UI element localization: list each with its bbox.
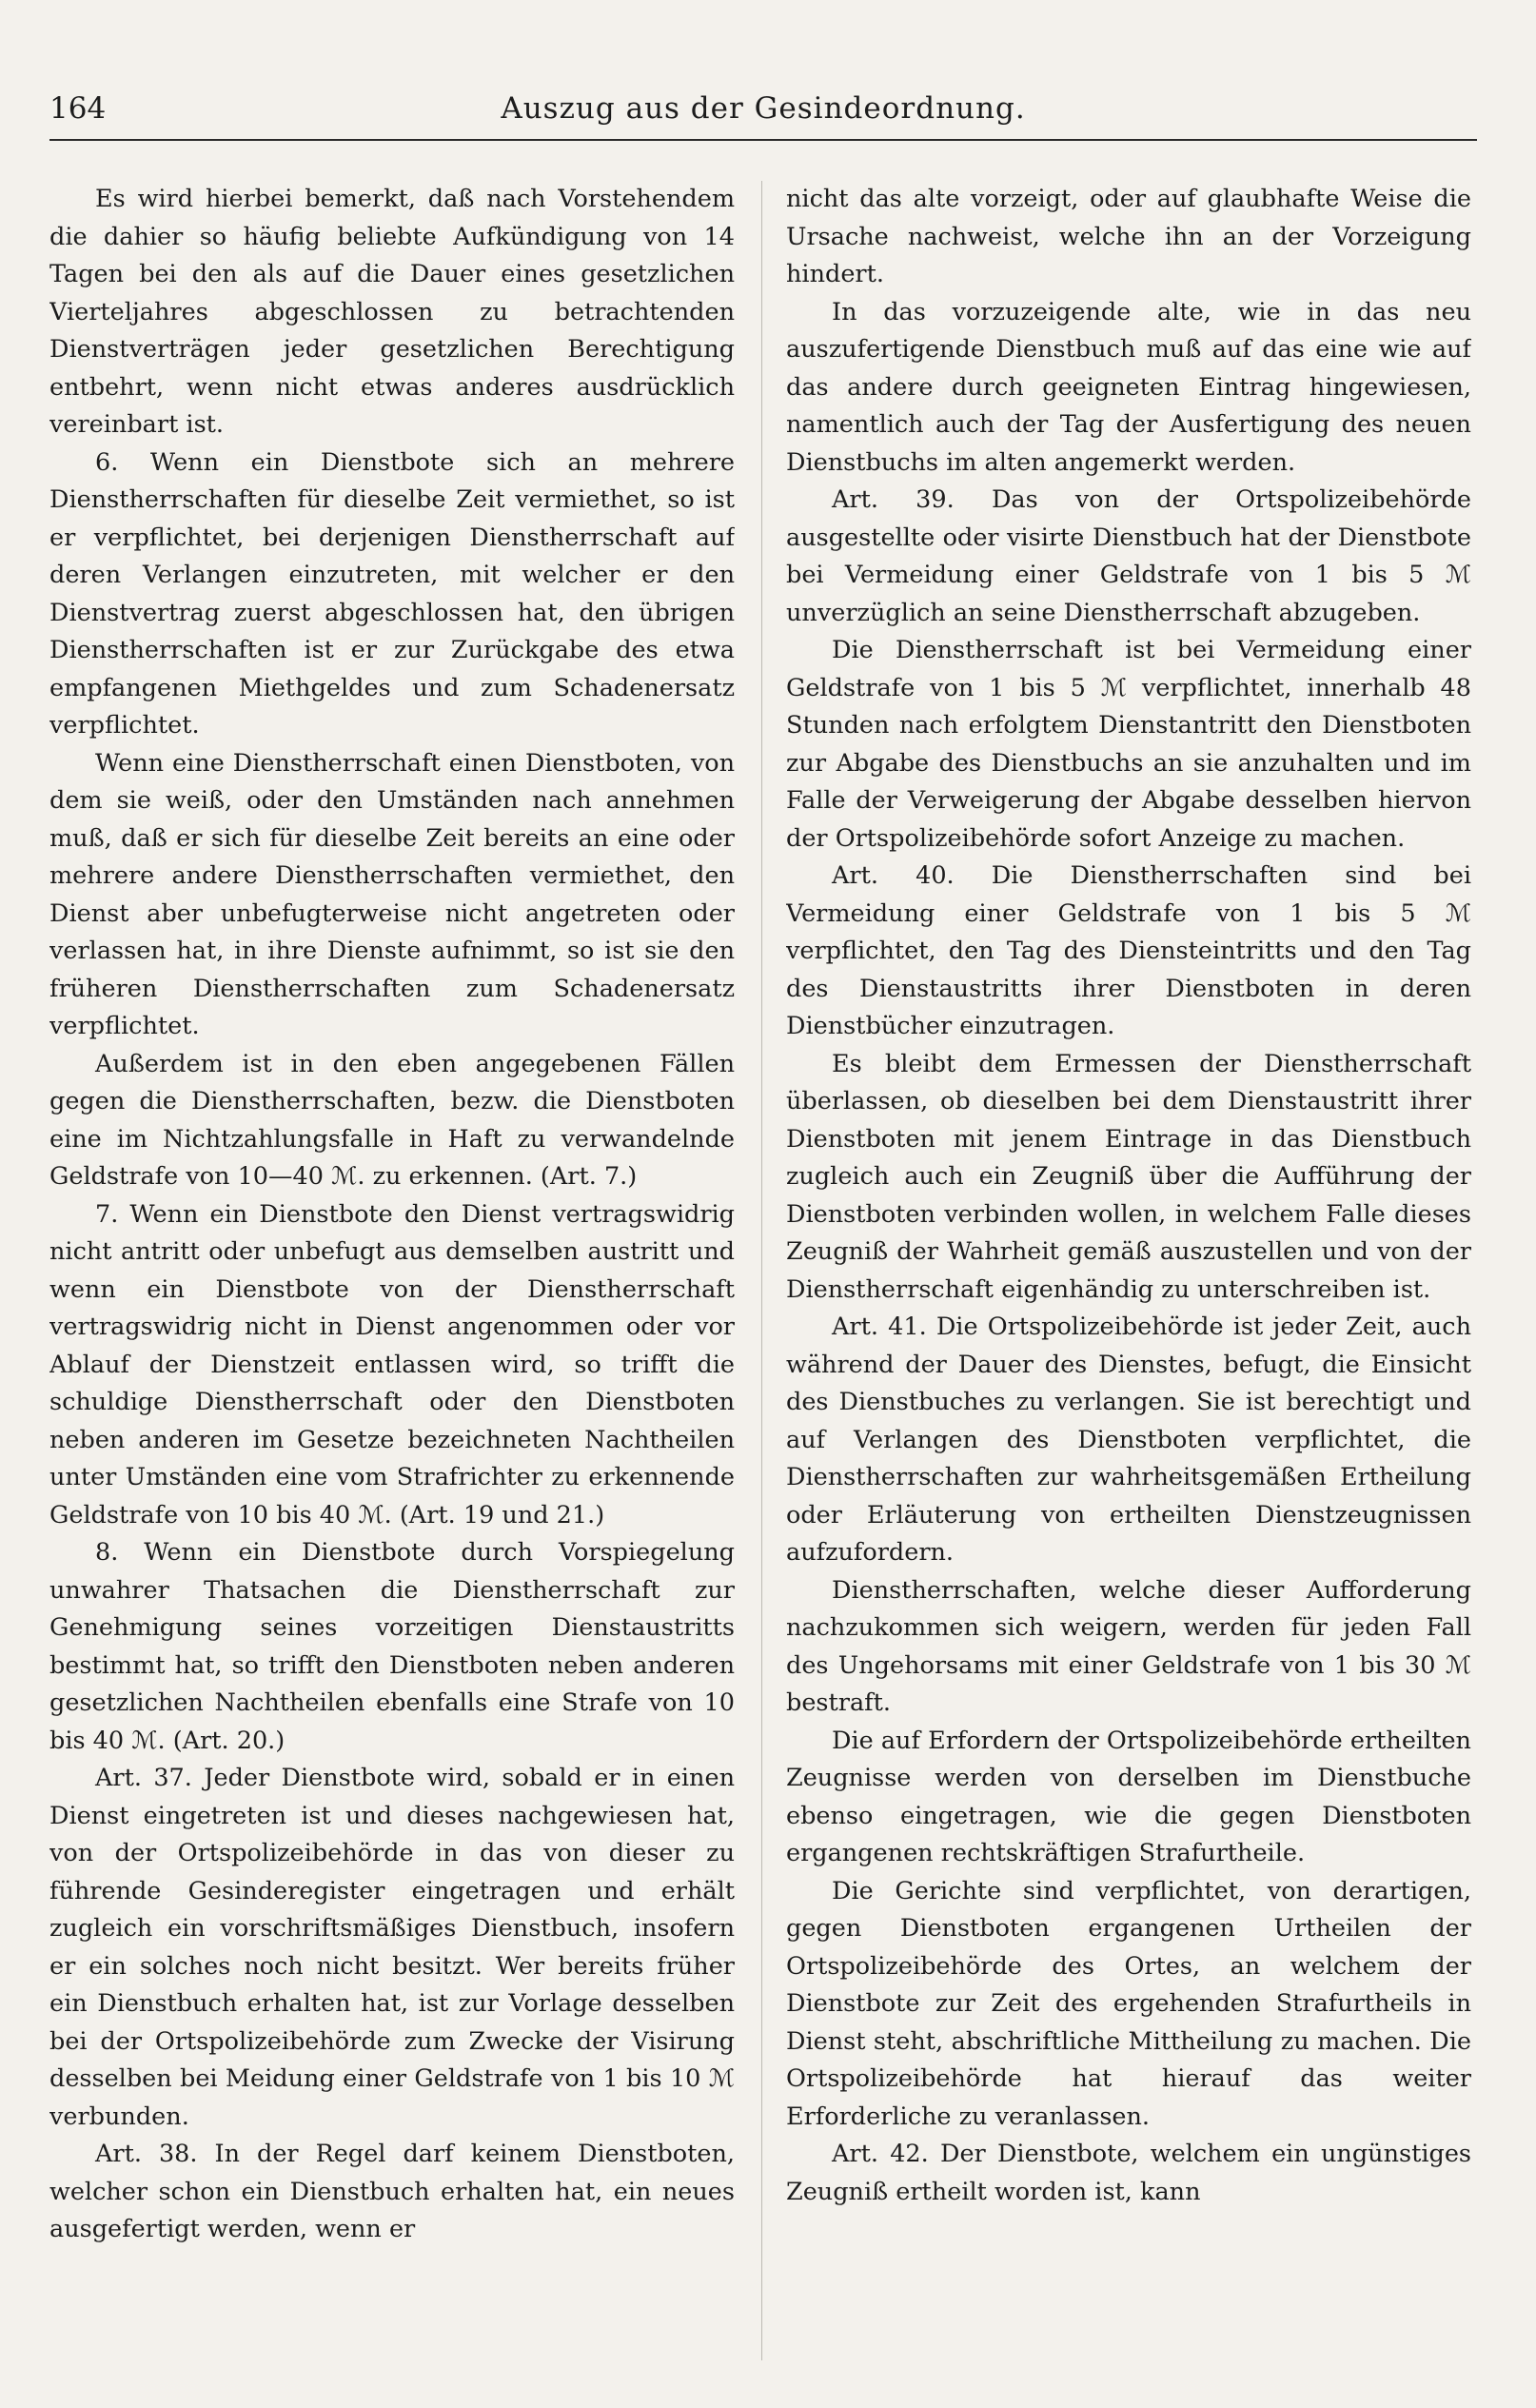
left-column bbox=[49, 181, 735, 2360]
paragraph: In das vorzuzeigende alte, wie in das neu auszufertigende Dienstbuch muß auf das eine wie auf das andere durch geeigneten Eintrag hingewiesen, namentlich auch der Tag der Ausfertigung des neuen Dienstbuchs im alten angemerkt werden. bbox=[786, 297, 1471, 477]
paragraph: Dienstherrschaften, welche dieser Aufforderung nachzukommen sich weigern, werden für jeden Fall des Ungehorsams mit einer Geldstrafe von 1 bis 30 ℳ bestraft. bbox=[786, 1575, 1471, 1717]
page-header bbox=[49, 91, 1477, 139]
paragraph: 6. Wenn ein Dienstbote sich an mehrere Dienstherrschaften für dieselbe Zeit vermiethet, so ist er verpflichtet, bei derjenigen Dienstherrschaft auf deren Verlangen einzutreten, mit welcher er den Dienstvertrag zuerst abgeschlossen hat, den übrigen Dienstherrschaften ist er zur Zurückgabe des etwa empfangenen Miethgeldes und zum Schadenersatz verpflichtet. bbox=[49, 447, 735, 740]
paragraph: Die Dienstherrschaft ist bei Vermeidung einer Geldstrafe von 1 bis 5 ℳ verpflichtet, innerhalb 48 Stunden nach erfolgtem Dienstantritt den Dienstboten zur Abgabe des Dienstbuchs an sie anzuhalten und im Falle der Verweigerung der Abgabe desselben hiervon der Ortspolizeibehörde sofort Anzeige zu machen. bbox=[786, 636, 1471, 853]
paragraph: 7. Wenn ein Dienstbote den Dienst vertragswidrig nicht antritt oder unbefugt aus demselben austritt und wenn ein Dienstbote von der Dienstherrschaft vertragswidrig nicht in Dienst angenommen oder vor Ablauf der Dienstzeit entlassen wird, so trifft die schuldige Dienstherrschaft oder den Dienstboten neben anderen im Gesetze bezeichneten Nachtheilen unter Umständen eine vom Strafrichter zu erkennende Geldstrafe von 10 bis 40 ℳ. (Art. 19 und 21.) bbox=[49, 1199, 735, 1530]
right-column bbox=[786, 181, 1471, 2360]
paragraph: Die Gerichte sind verpflichtet, von derartigen, gegen Dienstboten ergangenen Urtheilen der Ortspolizeibehörde des Ortes, an welchem der Dienstbote zur Zeit des ergehenden Strafurtheils in Dienst steht, abschriftliche Mittheilung zu machen. Die Ortspolizeibehörde hat hierauf das weiter Erforderliche zu veranlassen. bbox=[786, 1876, 1471, 2131]
header-rule bbox=[49, 139, 1477, 141]
paragraph: Es wird hierbei bemerkt, daß nach Vorstehendem die dahier so häufig beliebte Aufkündigung von 14 Tagen bei den als auf die Dauer eines gesetzlichen Vierteljahres abgeschlossen zu betrachtenden Dienstverträgen jeder gesetzlichen Berechtigung entbehrt, wenn nicht etwas anderes ausdrücklich vereinbart ist. bbox=[49, 185, 735, 439]
paragraph: Art. 37. Jeder Dienstbote wird, sobald er in einen Dienst eingetreten ist und dieses nachgewiesen hat, von der Ortspolizeibehörde in das von dieser zu führende Gesinderegister eingetragen und erhält zugleich ein vorschriftsmäßiges Dienstbuch, insofern er ein solches noch nicht besitzt. Wer bereits früher ein Dienstbuch erhalten hat, ist zur Vorlage desselben bei der Ortspolizeibehörde zum Zwecke der Visirung desselben bei Meidung einer Geldstrafe von 1 bis 10 ℳ verbunden. bbox=[49, 1764, 735, 2131]
paragraph: Die auf Erfordern der Ortspolizeibehörde ertheilten Zeugnisse werden von derselben im Dienstbuche ebenso eingetragen, wie die gegen Dienstboten ergangenen rechtskräftigen Strafurtheile. bbox=[786, 1726, 1471, 1867]
page-number: 164 bbox=[49, 91, 107, 126]
paragraph: Art. 40. Die Dienstherrschaften sind bei Vermeidung einer Geldstrafe von 1 bis 5 ℳ verpflichtet, den Tag des Diensteintritts und den Tag des Dienstaustritts ihrer Dienstboten in deren Dienstbücher einzutragen. bbox=[786, 861, 1471, 1040]
paragraph: Art. 42. Der Dienstbote, welchem ein ungünstiges Zeugniß ertheilt worden ist, kann bbox=[786, 2140, 1471, 2206]
paragraph: nicht das alte vorzeigt, oder auf glaubhafte Weise die Ursache nachweist, welche ihn an der Vorzeigung hindert. bbox=[786, 185, 1471, 288]
paragraph: Wenn eine Dienstherrschaft einen Dienstboten, von dem sie weiß, oder den Umständen nach annehmen muß, daß er sich für dieselbe Zeit bereits an eine oder mehrere andere Dienstherrschaften vermiethet, den Dienst aber unbefugterweise nicht angetreten oder verlassen hat, in ihre Dienste aufnimmt, so ist sie den früheren Dienstherrschaften zum Schadenersatz verpflichtet. bbox=[49, 748, 735, 1040]
paragraph: Art. 41. Die Ortspolizeibehörde ist jeder Zeit, auch während der Dauer des Dienstes, befugt, die Einsicht des Dienstbuches zu verlangen. Sie ist berechtigt und auf Verlangen des Dienstboten verpflichtet, die Dienstherrschaften zur wahrheitsgemäßen Ertheilung oder Erläuterung von ertheilten Dienstzeugnissen aufzufordern. bbox=[786, 1313, 1471, 1567]
paragraph: Außerdem ist in den eben angegebenen Fällen gegen die Dienstherrschaften, bezw. die Dienstboten eine im Nichtzahlungsfalle in Haft zu verwandelnde Geldstrafe von 10—40 ℳ. zu erkennen. (Art. 7.) bbox=[49, 1049, 735, 1191]
column-divider bbox=[761, 181, 762, 2360]
paragraph: 8. Wenn ein Dienstbote durch Vorspiegelung unwahrer Thatsachen die Dienstherrschaft zur Genehmigung seines vorzeitigen Dienstaustritts bestimmt hat, so trifft den Dienstboten neben anderen gesetzlichen Nachtheilen ebenfalls eine Strafe von 10 bis 40 ℳ. (Art. 20.) bbox=[49, 1538, 735, 1755]
running-title: Auszug aus der Gesindeordnung. bbox=[501, 91, 1026, 126]
paragraph: Es bleibt dem Ermessen der Dienstherrschaft überlassen, ob dieselben bei dem Dienstaustritt ihrer Dienstboten mit jenem Eintrage in das Dienstbuch zugleich auch ein Zeugniß über die Aufführung der Dienstboten verbinden wollen, in welchem Falle dieses Zeugniß der Wahrheit gemäß auszustellen und von der Dienstherrschaft eigenhändig zu unterschreiben ist. bbox=[786, 1049, 1471, 1304]
paragraph: Art. 39. Das von der Ortspolizeibehörde ausgestellte oder visirte Dienstbuch hat der Dienstbote bei Vermeidung einer Geldstrafe von 1 bis 5 ℳ unverzüglich an seine Dienstherrschaft abzugeben. bbox=[786, 485, 1471, 627]
paragraph: Art. 38. In der Regel darf keinem Dienstboten, welcher schon ein Dienstbuch erhalten hat, ein neues ausgefertigt werden, wenn er bbox=[49, 2140, 735, 2243]
